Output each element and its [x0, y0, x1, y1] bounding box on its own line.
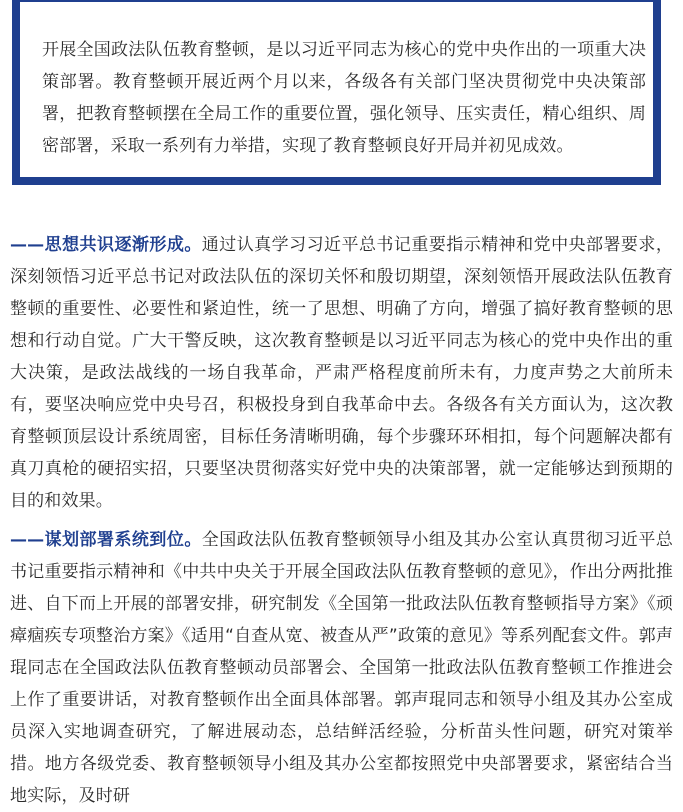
section-heading: ——谋划部署系统到位。 — [10, 530, 202, 550]
section-heading: ——思想共识逐渐形成。 — [10, 235, 202, 255]
intro-paragraph: 开展全国政法队伍教育整顿，是以习近平同志为核心的党中央作出的一项重大决策部署。教育整顿开展近两个月以来，各级各有关部门坚决贯彻党中央决策部署，把教育整顿摆在全局工作的重要位置，强化领导、压实责任，精心组织、周密部署，采取一系列有力举措，实现了教育整顿良好开局并初见成效。 — [42, 40, 646, 156]
section-thought-consensus — [10, 229, 673, 517]
section-body: 通过认真学习习近平总书记重要指示精神和党中央部署要求，深刻领悟习近平总书记对政法队伍的深切关怀和殷切期望，深刻领悟开展政法队伍教育整顿的重要性、必要性和紧迫性，统一了思想、明确了方向，增强了搞好教育整顿的思想和行动自觉。广大干警反映，这次教育整顿是以习近平同志为核心的党中央作出的重大决策，是政法战线的一场自我革命，严肃严格程度前所未有，力度声势之大前所未有，要坚决响应党中央号召，积极投身到自我革命中去。各级各有关方面认为，这次教育整顿顶层设计系统周密，目标任务清晰明确，每个步骤环环相扣，每个问题解决都有真刀真枪的硬招实招，只要坚决贯彻落实好党中央的决策部署，就一定能够达到预期的目的和效果。 — [10, 235, 673, 511]
section-body: 全国政法队伍教育整顿领导小组及其办公室认真贯彻习近平总书记重要指示精神和《中共中央关于开展全国政法队伍教育整顿的意见》，作出分两批推进、自下而上开展的部署安排，研究制发《全国第一批政法队伍教育整顿指导方案》《顽瘴痼疾专项整治方案》《适用“自查从宽、被查从严”政策的意见》等系列配套文件。郭声琨同志在全国政法队伍教育整顿动员部署会、全国第一批政法队伍教育整顿工作推进会上作了重要讲话，对教育整顿作出全面具体部署。郭声琨同志和领导小组及其办公室成员深入实地调查研究，了解进展动态，总结鲜活经验，分析苗头性问题，研究对策举措。地方各级党委、教育整顿领导小组及其办公室都按照党中央部署要求，紧密结合当地实际，及时研 — [10, 530, 673, 806]
section-planning-deployment — [10, 524, 673, 812]
intro-box — [12, 0, 661, 185]
